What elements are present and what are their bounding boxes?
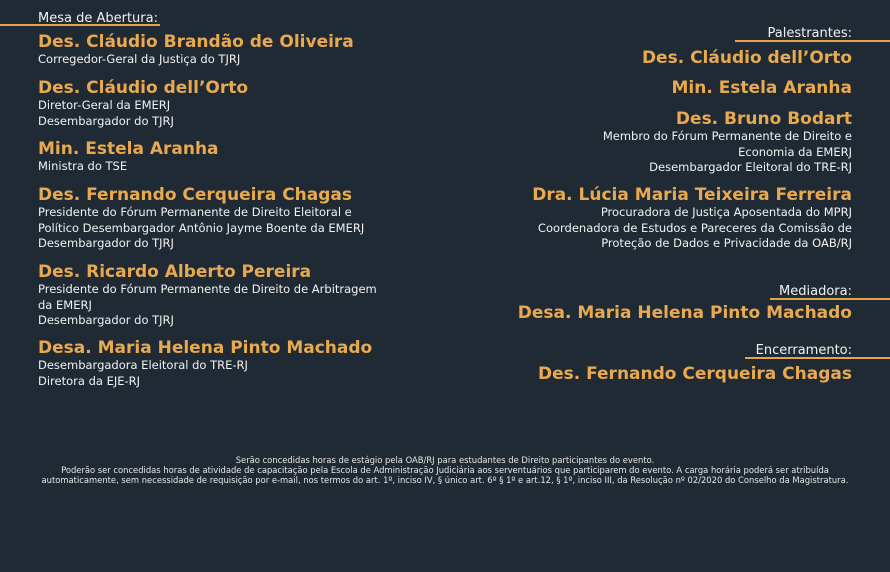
person-role: Desembargador do TJRJ xyxy=(38,313,174,327)
person-name: Desa. Maria Helena Pinto Machado xyxy=(38,338,373,358)
person-role: Ministra do TSE xyxy=(38,159,128,173)
person-name: Min. Estela Aranha xyxy=(38,139,219,159)
person-role: Diretor-Geral da EMERJ xyxy=(38,98,171,112)
footer-line-1: Serão concedidas horas de estágio pela OAB/RJ para estudantes de Direito participantes do evento. xyxy=(235,455,655,465)
encerramento-label: Encerramento: xyxy=(755,343,852,358)
mesa-abertura-label: Mesa de Abertura: xyxy=(38,11,158,26)
footer-line-2: Poderão ser concedidas horas de atividade de capacitação pela Escola de Administração Judiciária aos serventuários que participarem do evento. A carga horária poderá ser atribuída automaticamente, sem necessidade de requisição por e-mail, nos termos do art. 1º, inciso IV, § único art. 6º § 1º e art.12, § 1º, inciso III, da Resolução nº 02/2020 do Conselho da Magistratura. xyxy=(41,465,849,485)
speaker-name: Des. Cláudio dell’Orto xyxy=(641,48,852,68)
person-role: Presidente do Fórum Permanente de Direito Eleitoral e xyxy=(38,205,352,219)
speaker-role: Membro do Fórum Permanente de Direito e xyxy=(602,129,852,143)
speaker-role: Proteção de Dados e Privacidade da OAB/RJ xyxy=(601,236,852,250)
palestrantes-label: Palestrantes: xyxy=(767,26,852,41)
person-role: Desembargador do TJRJ xyxy=(38,236,174,250)
person-name: Des. Cláudio dell’Orto xyxy=(38,78,249,98)
closing-name: Des. Fernando Cerqueira Chagas xyxy=(537,364,852,384)
opening-person xyxy=(38,185,438,252)
speaker-role: Economia da EMERJ xyxy=(738,144,852,159)
opening-person xyxy=(38,32,438,68)
speaker xyxy=(452,185,852,252)
speaker-name: Dra. Lúcia Maria Teixeira Ferreira xyxy=(532,185,852,205)
opening-panel-list xyxy=(38,32,438,392)
speaker-name: Des. Bruno Bodart xyxy=(675,109,852,129)
speaker-name: Min. Estela Aranha xyxy=(671,78,852,98)
person-role: Desembargador do TJRJ xyxy=(38,113,174,128)
speaker xyxy=(452,109,852,176)
person-role: da EMERJ xyxy=(38,297,92,312)
person-name: Des. Fernando Cerqueira Chagas xyxy=(38,185,353,205)
mediadora-label: Mediadora: xyxy=(779,284,852,299)
speaker-role: Procuradora de Justiça Aposentada do MPRJ xyxy=(600,205,852,219)
opening-person xyxy=(38,139,438,175)
opening-person xyxy=(38,78,438,129)
opening-person xyxy=(38,338,438,389)
speaker xyxy=(452,48,852,68)
opening-person xyxy=(38,262,438,329)
person-role: Diretora da EJE-RJ xyxy=(38,373,141,388)
speaker xyxy=(452,78,852,98)
person-role: Corregedor-Geral da Justiça do TJRJ xyxy=(38,52,241,66)
person-role: Presidente do Fórum Permanente de Direito de Arbitragem xyxy=(38,282,377,296)
footer-notice xyxy=(30,455,860,485)
person-name: Des. Ricardo Alberto Pereira xyxy=(38,262,312,282)
speakers-list xyxy=(452,48,852,258)
person-role: Desembargadora Eleitoral do TRE-RJ xyxy=(38,358,248,372)
person-role: Político Desembargador Antônio Jayme Boente da EMERJ xyxy=(38,220,365,235)
moderator-name: Desa. Maria Helena Pinto Machado xyxy=(517,303,852,323)
person-name: Des. Cláudio Brandão de Oliveira xyxy=(38,32,354,52)
speaker-role: Coordenadora de Estudos e Pareceres da Comissão de xyxy=(537,220,852,235)
speaker-role: Desembargador Eleitoral do TRE-RJ xyxy=(649,160,852,174)
